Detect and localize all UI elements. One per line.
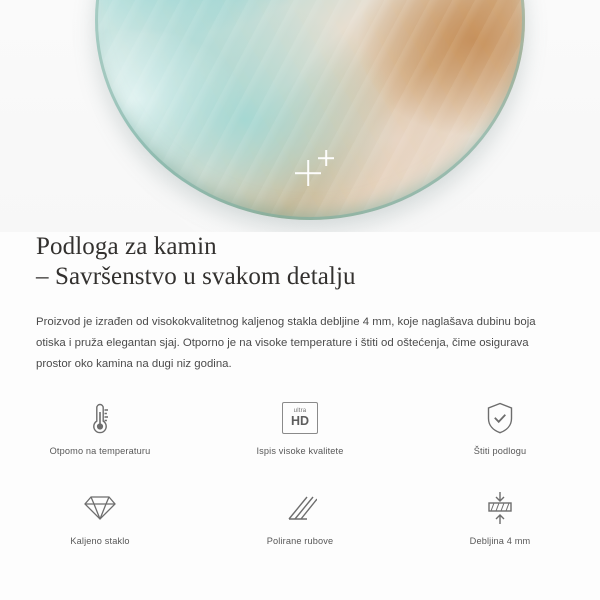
page-title-line-1: Podloga za kamin: [36, 233, 217, 260]
feature-label: Otpomo na temperaturu: [49, 446, 151, 456]
feature-item: [200, 398, 400, 472]
feature-grid: [0, 398, 600, 562]
page-title: [0, 232, 600, 292]
feature-item: [400, 398, 600, 472]
shield-check-icon: [484, 398, 516, 438]
thermometer-icon: [88, 398, 112, 438]
feature-item: [0, 398, 200, 472]
feature-label: Štiti podlogu: [473, 446, 527, 456]
thickness-arrows-icon: [485, 488, 515, 528]
feature-item: [200, 488, 400, 562]
feature-label: Kaljeno staklo: [70, 536, 130, 546]
ultra-hd-badge-big: HD: [290, 414, 310, 429]
feature-item: [400, 488, 600, 562]
ultra-hd-icon: [282, 398, 318, 438]
description-paragraph: Proizvod je izrađen od visokokvalitetnog kaljenog stakla debljine 4 mm, koje naglašava dubinu boja otiska i pruža elegantan sjaj. Otporno je na visoke temperature i štiti od oštećenja, čime osigurava prostor oko kamina na dugi niz godina.: [36, 316, 536, 370]
feature-label: Debljina 4 mm: [469, 536, 531, 546]
ultra-hd-badge-small: ultra: [293, 408, 307, 415]
polished-edges-icon: [283, 488, 317, 528]
text-content: [0, 232, 600, 375]
feature-label: Polirane rubove: [266, 536, 334, 546]
diamond-icon: [83, 488, 117, 528]
feature-label: Ispis visoke kvalitete: [256, 446, 344, 456]
feature-item: [0, 488, 200, 562]
page-title-line-2: – Savršenstvo u svakom detalju: [36, 263, 356, 290]
hero-image: [0, 0, 600, 232]
